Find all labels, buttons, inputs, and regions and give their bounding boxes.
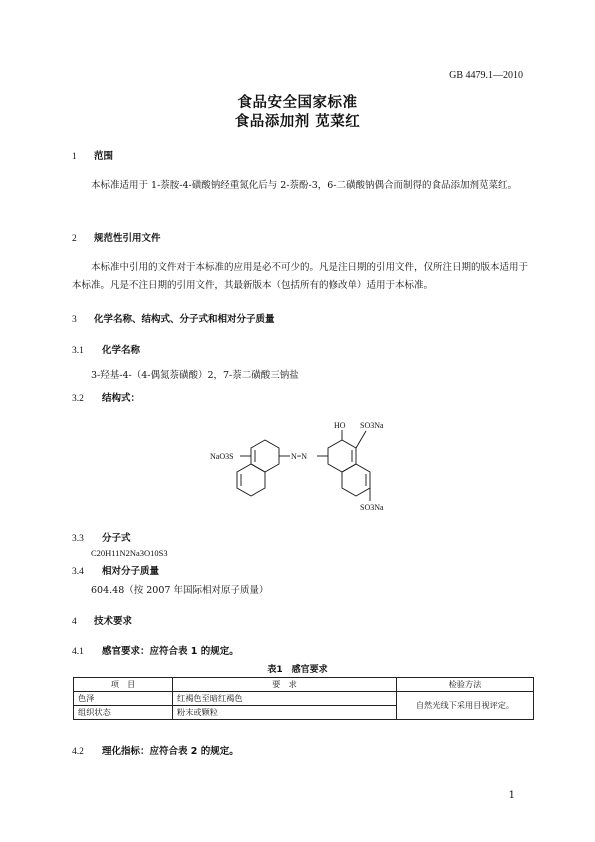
document-title-line2: 食品添加剂 苋菜红 <box>234 114 361 130</box>
label-so3na-top: SO3Na <box>360 421 384 430</box>
section-title: 化学名称 <box>102 345 141 356</box>
chemical-name: 3-羟基-4-（4-偶氮萘磺酸）2，7-萘二磺酸三钠盐 <box>91 370 299 381</box>
section-title: 结构式： <box>102 393 141 404</box>
standard-number: GB 4479.1—2010 <box>449 70 523 81</box>
row-item: 色泽 <box>74 692 173 706</box>
header-requirement: 要 求 <box>173 678 397 692</box>
section-number: 4 <box>72 617 77 627</box>
section-number: 3.3 <box>72 534 84 544</box>
molecular-weight: 604.48（按 2007 年国际相对原子质量） <box>91 585 269 596</box>
section-number: 3.4 <box>72 567 84 577</box>
section-number: 4.1 <box>72 647 84 657</box>
label-nao3s: NaO3S <box>210 452 234 461</box>
table-row <box>74 692 534 706</box>
section-2-heading <box>72 230 161 244</box>
section-1-paragraph: 本标准适用于 1-萘胺-4-磺酸钠经重氮化后与 2-萘酚-3，6-二磺酸钠偶合而制得的食品添加剂苋菜红。 <box>91 180 518 191</box>
label-so3na-bottom: SO3Na <box>360 503 384 512</box>
document-title-line1: 食品安全国家标准 <box>237 95 358 111</box>
table-header-row <box>74 678 534 692</box>
row-method: 自然光线下采用目视评定。 <box>397 692 534 720</box>
section-title: 相对分子质量 <box>102 566 160 577</box>
section-title: 规范性引用文件 <box>94 233 161 244</box>
section-4-heading <box>72 613 132 627</box>
section-4-1-heading <box>72 643 239 657</box>
section-number: 3 <box>72 315 77 325</box>
section-2-paragraph: 本标准中引用的文件对于本标准的应用是必不可少的。凡是注日期的引用文件，仅所注日期的版本适用于本标准。凡是不注日期的引用文件，其最新版本（包括所有的修改单）适用于本标准。 <box>72 262 529 291</box>
section-number: 1 <box>72 152 77 162</box>
label-ho: HO <box>334 421 346 430</box>
section-3-1-heading <box>72 342 140 356</box>
section-title: 分子式 <box>102 533 131 544</box>
table-1-caption: 表1 感官要求 <box>267 665 328 675</box>
section-title: 理化指标：应符合表 2 的规定。 <box>102 746 239 757</box>
section-3-3-heading <box>72 530 131 544</box>
header-item: 项 目 <box>74 678 173 692</box>
label-azo: N=N <box>291 452 308 461</box>
section-4-2-heading <box>72 743 239 757</box>
section-number: 4.2 <box>72 747 84 757</box>
section-number: 2 <box>72 234 77 244</box>
molecular-formula: C20H11N2Na3O10S3 <box>91 548 168 558</box>
table-1-sensory-requirements <box>73 677 534 720</box>
section-title: 范围 <box>94 151 114 162</box>
page-number: 1 <box>508 790 515 801</box>
section-title: 化学名称、结构式、分子式和相对分子质量 <box>94 314 275 325</box>
row-requirement: 粉末或颗粒 <box>173 706 397 720</box>
structural-formula-diagram <box>210 415 410 515</box>
section-title: 感官要求：应符合表 1 的规定。 <box>102 646 239 657</box>
section-number: 3.2 <box>72 394 84 404</box>
section-3-heading <box>72 311 275 325</box>
section-3-2-heading <box>72 390 140 404</box>
section-1-heading <box>72 148 113 162</box>
section-3-4-heading <box>72 563 159 577</box>
row-item: 组织状态 <box>74 706 173 720</box>
row-requirement: 红褐色至暗红褐色 <box>173 692 397 706</box>
header-method: 检验方法 <box>397 678 534 692</box>
section-number: 3.1 <box>72 346 84 356</box>
section-title: 技术要求 <box>94 616 133 627</box>
